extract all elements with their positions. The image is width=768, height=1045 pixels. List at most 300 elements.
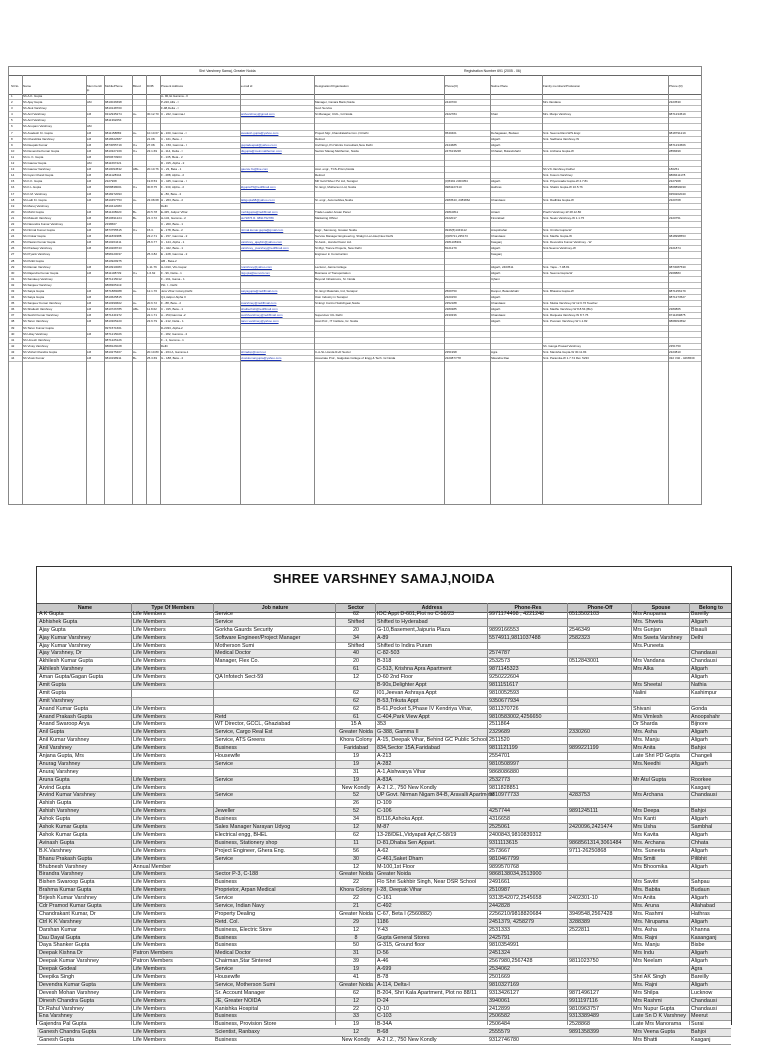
- table-cell: 41: [11, 337, 15, 342]
- table-cell: 9811023750: [569, 958, 599, 965]
- table-cell: LM: [87, 179, 92, 184]
- table-row: [37, 761, 731, 769]
- table-cell: G-315, Ground floor: [377, 942, 425, 949]
- table-cell: Greater Noida: [339, 910, 373, 917]
- table-cell: 2330260: [569, 729, 590, 736]
- table-cell: New Kondly: [341, 1037, 371, 1044]
- table-cell: Ajay Kumar Varshney: [39, 634, 91, 641]
- table-cell: 9868126028: [105, 343, 122, 348]
- column-divider: [213, 603, 214, 1025]
- table-cell: satyagupta@rediffmail.com: [241, 289, 278, 293]
- table-row: [37, 950, 731, 958]
- table-cell: 4316658: [489, 816, 510, 823]
- table-cell: 20.10.80: [147, 349, 159, 354]
- table-cell: Mrs Deepa: [633, 808, 660, 815]
- table-cell: 52: [353, 808, 359, 815]
- table-cell: Sales Manager Narayan Udyog: [215, 824, 291, 831]
- column-divider: [375, 603, 376, 1025]
- table-cell: Life Members: [133, 792, 166, 799]
- table-cell: Aligarh: [491, 179, 501, 184]
- table-cell: LM: [87, 136, 92, 141]
- table-cell: Life Members: [133, 997, 166, 1004]
- table-row: [37, 974, 731, 982]
- table-cell: LM: [87, 264, 92, 269]
- table-row: [37, 982, 731, 990]
- table-cell: 2322017: [445, 215, 457, 220]
- table-cell: 9810094532: [105, 167, 122, 172]
- table-cell: 9350677934: [489, 697, 519, 704]
- table-cell: Deepak Kishna Dr: [39, 950, 83, 957]
- table-cell: Life Members: [133, 721, 166, 728]
- table-cell: D-24: [377, 997, 389, 1004]
- table-row: [37, 745, 731, 753]
- page1-column-header: Sl.No.: [11, 84, 20, 88]
- table-cell: 9871496127: [569, 989, 599, 996]
- table-cell: 62: [353, 697, 359, 704]
- table-cell: Aligarh: [691, 737, 708, 744]
- table-cell: Housewife: [215, 753, 241, 760]
- table-cell: 9810208743: [105, 246, 122, 251]
- table-cell: E - 264 A, Gamma-1: [161, 349, 189, 354]
- table-cell: 9873055719: [105, 142, 122, 147]
- column-divider: [314, 75, 315, 504]
- table-cell: 50: [353, 942, 359, 949]
- table-cell: Sh.Gaurav Gupta: [23, 161, 47, 166]
- table-cell: Sh.Sanjeev Kumar Varshney: [23, 301, 62, 306]
- table-cell: Sh.Pawan Kumar Gupta: [23, 240, 56, 245]
- table-cell: Mrs. Asha: [633, 926, 657, 933]
- table-cell: 9313542072,2545658: [489, 895, 542, 902]
- table-cell: O+: [133, 185, 138, 190]
- table-cell: LM: [87, 331, 92, 336]
- table-cell: Life Members: [133, 1037, 166, 1044]
- table-cell: Aligarh: [491, 295, 501, 300]
- table-cell: Smt. Madhu Varshney-W 8.8.54 (BH): [543, 307, 593, 312]
- table-cell: C - 200, Beta - 1: [161, 221, 184, 226]
- table-cell: M-87: [377, 824, 390, 831]
- table-cell: Ujhani: [491, 276, 500, 281]
- table-cell: LM: [87, 307, 92, 312]
- table-cell: 9711269875: [669, 313, 686, 318]
- table-cell: Lucknow: [691, 989, 713, 996]
- table-cell: 34: [353, 816, 359, 823]
- table-cell: F - 191, Gama - 1: [161, 276, 185, 281]
- table-cell: 9899221199: [569, 745, 599, 752]
- table-cell: 9810467799: [489, 855, 519, 862]
- table-cell: Own Industry in Suraipur: [315, 295, 349, 300]
- table-row: [37, 990, 731, 998]
- table-cell: 15.3.: [147, 228, 154, 233]
- table-cell: Life Members: [133, 871, 166, 878]
- table-cell: Aligarh: [691, 847, 708, 854]
- table-cell: 20.10.76: [147, 167, 159, 172]
- table-cell: Smt. Seema Rani-W/S.Engr.: [543, 130, 582, 135]
- table-cell: Kasganj: [691, 784, 711, 791]
- table-cell: 39: [11, 325, 15, 330]
- table-cell: A+: [133, 112, 137, 117]
- table-cell: varshney_ajaybin@yahoo.com: [241, 240, 283, 245]
- table-row: [37, 958, 731, 966]
- table-cell: LM: [87, 349, 92, 354]
- table-cell: 19.8.53: [147, 179, 158, 184]
- table-cell: 9871256179: [669, 289, 686, 293]
- table-cell: 21: [11, 215, 15, 220]
- table-cell: Sr.Manager, CUIL, Gr.Noida: [315, 112, 353, 117]
- table-cell: 15 A: [350, 721, 362, 728]
- table-row: [37, 911, 731, 919]
- table-cell: 2320708: [669, 197, 681, 202]
- table-cell: H-1010, Vilo Gupar: [161, 264, 187, 269]
- table-row: [37, 737, 731, 745]
- table-cell: Life Members: [133, 674, 166, 681]
- table-cell: Business: [215, 745, 237, 752]
- table-cell: 9818622687: [105, 136, 122, 141]
- table-cell: C-492: [377, 902, 392, 909]
- table-cell: Service: [215, 618, 233, 625]
- page1-column-header: Name: [23, 84, 32, 88]
- table-row: [37, 1006, 731, 1014]
- table-cell: Retd. Col.: [215, 918, 239, 925]
- table-cell: Mrs Sheetal: [633, 682, 662, 689]
- table-cell: A+: [133, 349, 137, 354]
- table-cell: A-699: [377, 966, 392, 973]
- table-cell: Motherson Sumi: [215, 642, 255, 649]
- column-divider: [131, 603, 132, 1025]
- table-cell: Lecturer, Jamia College: [315, 264, 347, 269]
- table-row: [37, 895, 731, 903]
- table-cell: Sh.G. K. Gupta: [23, 154, 44, 159]
- table-cell: 9540401: [445, 130, 457, 135]
- table-cell: anilvarshney@gmail.com: [241, 112, 275, 117]
- table-cell: D-60 2nd Floor: [377, 674, 413, 681]
- table-cell: Life Members: [133, 666, 166, 673]
- table-row: [37, 714, 731, 722]
- table-cell: Aligarh: [691, 981, 708, 988]
- table-row: [37, 832, 731, 840]
- table-cell: B-34A: [377, 1021, 392, 1028]
- table-cell: 0946(5)1343112: [445, 228, 467, 233]
- table-cell: 2327968: [105, 179, 117, 184]
- table-cell: Sh.Anil Varshney: [23, 118, 46, 123]
- table-cell: Aligarh: [691, 816, 708, 823]
- table-cell: 2569750: [445, 289, 457, 293]
- table-cell: Life Members: [133, 682, 166, 689]
- table-row: [37, 998, 731, 1006]
- table-cell: Chandausi: [491, 234, 506, 239]
- table-cell: HB - Beta-2: [161, 258, 177, 263]
- table-cell: LM: [87, 112, 92, 117]
- table-cell: Aligarh: [491, 307, 501, 312]
- table-cell: Anand Prakash Gupta: [39, 713, 93, 720]
- table-cell: 9811697221: [105, 161, 122, 166]
- table-cell: C - 161, Beta - I: [161, 136, 183, 141]
- table-row: [37, 674, 731, 682]
- table-cell: 9: [11, 142, 13, 147]
- page1-title-bar: [9, 68, 701, 74]
- table-cell: Project Mgr.,Chandralekha Con.,N.Delhi: [315, 130, 369, 135]
- table-cell: Mrs. Rajni: [633, 981, 658, 988]
- table-cell: Sh.Raman Varshney: [23, 264, 51, 269]
- table-cell: 9899570768: [489, 863, 519, 870]
- table-row: [37, 635, 731, 643]
- table-cell: 2381108301: [445, 240, 462, 245]
- table-cell: 33: [353, 1013, 359, 1020]
- table-cell: Bishen Swaroop Gupta: [39, 879, 95, 886]
- table-cell: 12: [353, 824, 359, 831]
- table-cell: 2506582: [489, 1013, 510, 1020]
- table-cell: 2476136/28: [445, 148, 461, 153]
- table-cell: O+: [133, 142, 138, 147]
- table-cell: Birandra Varshney: [39, 871, 84, 878]
- table-cell: 2351750: [669, 343, 681, 348]
- table-cell: 11: [353, 839, 359, 846]
- table-cell: Life Members: [133, 902, 166, 909]
- table-cell: Dr.Rahul Varshney: [39, 1005, 84, 1012]
- table-cell: Patron Members: [133, 950, 173, 957]
- table-cell: 23.2.71: [147, 234, 158, 239]
- table-cell: Life Members: [133, 895, 166, 902]
- table-cell: 180251: [669, 167, 680, 172]
- table-cell: F - 1, Gamma - 1: [161, 337, 184, 342]
- table-cell: 1.11.76: [147, 264, 157, 269]
- table-cell: Chandrakant Kumar, Dr: [39, 910, 96, 917]
- table-cell: 1.6.62: [147, 270, 156, 275]
- table-cell: B+: [133, 356, 137, 361]
- table-cell: Life Members: [133, 1029, 166, 1036]
- table-cell: Govt Service: [315, 106, 333, 111]
- table-cell: Life Members: [133, 816, 166, 823]
- table-cell: Anand Swaroop Arya: [39, 721, 90, 728]
- table-cell: 27.08.: [147, 142, 156, 147]
- table-cell: Aligarh: [691, 666, 708, 673]
- table-cell: 1186: [377, 918, 389, 925]
- table-cell: 2338667: [105, 221, 117, 226]
- table-cell: 9810977733: [489, 792, 519, 799]
- table-cell: Amit Varshney: [39, 697, 74, 704]
- table-cell: Abhishek Gupta: [39, 618, 78, 625]
- table-cell: LM: [87, 240, 92, 245]
- table-cell: 23.6.79: [147, 319, 158, 324]
- table-cell: mohitgupta@rediffmail.com: [241, 209, 278, 214]
- table-cell: 25: [11, 240, 15, 245]
- table-cell: 2344685: [445, 142, 457, 147]
- table-cell: 9810910083: [105, 264, 122, 269]
- table-cell: svarshney@rediffmail.com: [241, 301, 277, 306]
- table-cell: Mrs Anita: [633, 895, 656, 902]
- table-cell: C-161: [377, 895, 392, 902]
- table-cell: 44: [11, 356, 15, 361]
- table-cell: C - 315, Beta - 1: [161, 307, 184, 312]
- table-cell: 5574911,9811037488: [489, 634, 541, 641]
- table-cell: 2451324: [489, 950, 510, 957]
- table-cell: Service: [215, 611, 233, 617]
- table-cell: Mrs. Rashmi: [633, 910, 664, 917]
- table-cell: Gajendra Pal Gupta: [39, 1021, 87, 1028]
- table-cell: Greater Noida: [377, 871, 411, 878]
- table-cell: Changeli: [691, 753, 713, 760]
- table-cell: 9868899030: [669, 185, 686, 190]
- table-cell: Shifted: [347, 618, 365, 625]
- table-cell: C - 23, Beta - 1: [161, 167, 182, 172]
- table-cell: Meerut: [691, 1013, 708, 1020]
- table-cell: D-81,Dhaba Sen Appart.: [377, 839, 436, 846]
- table-cell: Sh.A.K. Gupta: [23, 94, 43, 98]
- table-cell: Life Members: [133, 989, 166, 996]
- table-cell: 9958838001: [105, 185, 122, 190]
- table-cell: Khora Colony: [339, 737, 373, 744]
- table-row: [37, 690, 731, 698]
- table-cell: C - 124, Alpha - 1: [161, 240, 185, 245]
- table-cell: rkgupta@sunvolt.com: [241, 270, 271, 275]
- table-cell: Business, Stationery shop: [215, 839, 278, 846]
- table-cell: Aligarh: [691, 863, 708, 870]
- table-cell: F-98,Delta - I: [161, 106, 179, 111]
- table-row: [37, 903, 731, 911]
- table-cell: 9899166553: [489, 626, 519, 633]
- table-cell: Mrs Anita: [633, 745, 656, 752]
- table-cell: Kasganj: [691, 1037, 711, 1044]
- table-cell: Akhilesh Kumar Gupta: [39, 658, 93, 665]
- table-cell: Ashok Kumar Gupta: [39, 831, 88, 838]
- table-cell: Smt. Archana Gupta-W: [543, 148, 574, 153]
- page1-column-header: e-mail id: [241, 84, 253, 88]
- table-cell: 9868561314,3061484: [569, 839, 622, 846]
- table-cell: 3288389: [569, 918, 590, 925]
- table-cell: D-109: [377, 800, 392, 807]
- column-divider: [132, 75, 133, 504]
- table-cell: Smt. Seema Gupta-W: [543, 270, 573, 275]
- table-cell: 20.6.72: [147, 301, 158, 306]
- table-cell: 2532773: [489, 776, 510, 783]
- table-cell: Aligarh: [691, 958, 708, 965]
- table-cell: 37: [11, 313, 15, 318]
- table-cell: 2968883: [669, 270, 681, 275]
- table-cell: Trade Leader Ansan Panel: [315, 209, 351, 214]
- table-cell: Sh.Uday Varshney: [23, 331, 48, 336]
- table-cell: 9810691224: [105, 215, 122, 220]
- column-divider: [240, 75, 241, 504]
- table-cell: E - 160, Gamma - I: [161, 130, 187, 135]
- table-cell: Sh.Avadesh Kr. Gupta: [23, 130, 53, 135]
- table-cell: A-62: [377, 847, 389, 854]
- table-cell: 9810399602: [105, 301, 122, 306]
- table-cell: 9811108739: [105, 270, 122, 275]
- table-cell: Service: [215, 792, 233, 799]
- table-cell: Anil Gupta: [39, 729, 65, 736]
- table-cell: 9810412083: [105, 203, 122, 208]
- table-cell: Sh.Umesh Varshney: [23, 337, 51, 342]
- table-cell: Sh.Alok Varshney: [23, 106, 47, 111]
- table-cell: 9818791219: [669, 130, 686, 135]
- table-cell: A-282: [377, 760, 392, 767]
- table-cell: 9871215026: [105, 331, 122, 336]
- table-cell: 43: [11, 349, 15, 354]
- table-row: [37, 927, 731, 935]
- table-cell: Service: [215, 760, 233, 767]
- table-cell: Patron Members: [133, 958, 173, 965]
- table-cell: Aligarh: [691, 895, 708, 902]
- table-cell: B-61,Pocket 5,Phase IV Kendriya Vihar,: [377, 705, 473, 712]
- table-cell: Y-43: [377, 926, 388, 933]
- table-cell: 9871145323: [489, 666, 519, 673]
- table-cell: A-114, Delta-I: [377, 981, 410, 988]
- table-cell: 30: [11, 270, 15, 275]
- table-cell: AM: [87, 124, 92, 129]
- table-cell: 9868305119: [105, 282, 122, 287]
- page1-table-body: [9, 94, 701, 362]
- table-cell: 62: [353, 689, 359, 696]
- table-cell: 2451379, 4258279: [489, 918, 534, 925]
- table-cell: Danpur, Bulandshahr: [491, 289, 520, 293]
- table-cell: Smt. Paramita-W 1.7.74 Ret. 5233: [543, 356, 589, 361]
- table-cell: 21.3.72: [147, 215, 158, 220]
- table-cell: Mrs Gunjan: [633, 626, 661, 633]
- table-cell: Sh.Tarun Kumar Gupta: [23, 325, 54, 330]
- table-cell: 2420096,2421474: [569, 824, 613, 831]
- table-row: [37, 643, 731, 651]
- table-cell: Ganesh Chandra Gupta: [39, 1029, 97, 1036]
- table-cell: Greater Noida: [339, 729, 373, 736]
- table-cell: Bisbe: [691, 942, 705, 949]
- table-cell: Life Members: [133, 642, 166, 649]
- table-cell: 8121279: [445, 246, 457, 251]
- page1-column-header: Family members/Profession: [543, 84, 581, 88]
- table-cell: Life Members: [133, 910, 166, 917]
- member-directory-table: [36, 566, 732, 1044]
- table-cell: C-67, Beta I (2560882): [377, 910, 432, 917]
- table-cell: 31: [353, 768, 359, 775]
- table-cell: Hathras: [491, 185, 502, 190]
- column-divider: [567, 603, 568, 1025]
- table-cell: Sr.Engr Control Switchgear,Noida: [315, 301, 360, 306]
- table-row: [37, 800, 731, 808]
- table-cell: A K Gupta: [39, 611, 64, 617]
- table-cell: Mrs. Babita: [633, 887, 661, 894]
- table-cell: B+: [133, 209, 137, 214]
- table-cell: Business of Transportation: [315, 270, 351, 275]
- table-cell: Life Members: [133, 887, 166, 894]
- table-cell: 22: [353, 1005, 359, 1012]
- table-cell: Mrs Vandana: [633, 658, 665, 665]
- column-divider: [104, 75, 105, 504]
- table-cell: Mrs. Manju: [633, 737, 660, 744]
- table-cell: Life Members: [133, 753, 166, 760]
- table-cell: 20: [11, 209, 15, 214]
- table-cell: Aman Gupta/Gagan Gupta: [39, 674, 104, 681]
- table-cell: gaurav.f.k@live.com: [241, 167, 268, 172]
- table-cell: 9810148700: [105, 106, 122, 111]
- table-cell: F - 330, Alpha - 2: [161, 185, 185, 190]
- table-cell: 2323810: [669, 349, 681, 354]
- column-divider: [146, 75, 147, 504]
- table-cell: A+: [133, 197, 137, 202]
- table-cell: 2380865: [669, 307, 681, 312]
- table-cell: 9971174498 , 4221248: [489, 611, 545, 617]
- table-row: [37, 816, 731, 824]
- table-cell: Anupshahar: [491, 228, 508, 233]
- table-cell: Bareilly: [691, 611, 709, 617]
- table-cell: Aligarh: [691, 618, 708, 625]
- table-cell: Sahpau: [691, 879, 710, 886]
- table-cell: Life Members: [133, 658, 166, 665]
- table-cell: 353: [377, 721, 386, 728]
- table-cell: 9313426127: [489, 989, 519, 996]
- table-cell: 11: [11, 154, 15, 159]
- table-cell: New Kondly: [341, 784, 371, 791]
- table-cell: B-318: [377, 658, 392, 665]
- table-cell: Life Members: [133, 966, 166, 973]
- table-cell: 9873755515: [105, 228, 122, 233]
